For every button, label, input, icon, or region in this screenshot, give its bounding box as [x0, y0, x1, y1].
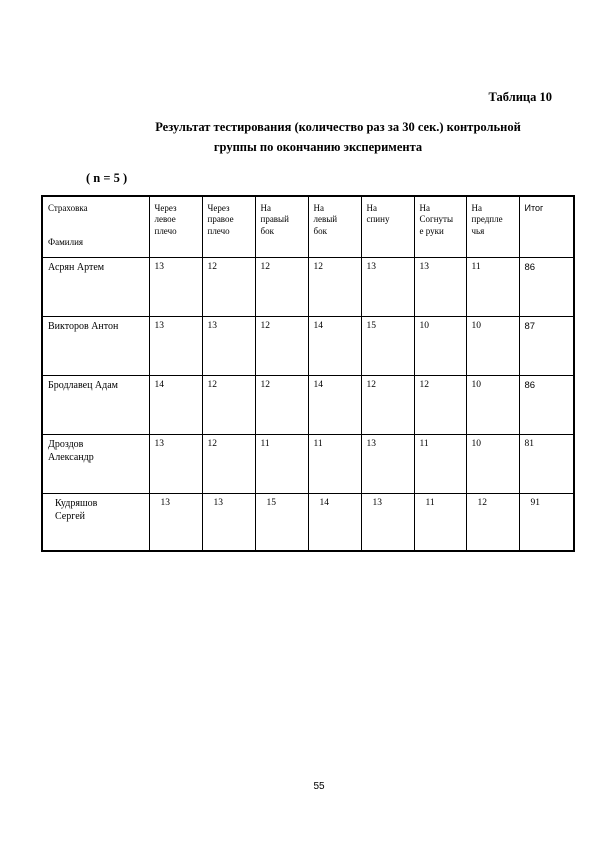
value-cell: 12	[466, 494, 519, 552]
value-cell: 13	[202, 317, 255, 376]
value-cell: 13	[414, 258, 466, 317]
header-name-cell	[42, 196, 149, 258]
page-number: 55	[313, 781, 325, 792]
value-cell: 13	[361, 435, 414, 494]
table-row	[42, 494, 574, 552]
table-title-line-1: Результат тестирования (количество раз за 30 сек.) контрольной	[155, 120, 521, 134]
table-row	[42, 376, 574, 435]
total-cell: 91	[519, 494, 574, 552]
header-name-top: Страховка	[48, 203, 88, 213]
header-col-total: Итог	[519, 196, 574, 258]
table-row	[42, 435, 574, 494]
value-cell: 14	[308, 376, 361, 435]
value-cell: 13	[149, 435, 202, 494]
value-cell: 12	[255, 258, 308, 317]
value-cell: 12	[414, 376, 466, 435]
value-cell: 10	[466, 435, 519, 494]
value-cell: 10	[414, 317, 466, 376]
value-cell: 13	[361, 258, 414, 317]
header-name-bottom: Фамилия	[48, 236, 84, 247]
value-cell: 12	[255, 376, 308, 435]
student-name-cell: Кудряшов Сергей	[42, 494, 149, 552]
header-col-6: На Согнуты е руки	[414, 196, 466, 258]
value-cell: 12	[308, 258, 361, 317]
value-cell: 14	[149, 376, 202, 435]
value-cell: 11	[414, 494, 466, 552]
value-cell: 12	[202, 435, 255, 494]
value-cell: 15	[361, 317, 414, 376]
sample-size-label: ( n = 5 )	[86, 171, 128, 185]
value-cell: 15	[255, 494, 308, 552]
table-header-row	[42, 196, 574, 258]
value-cell: 11	[414, 435, 466, 494]
value-cell: 14	[308, 494, 361, 552]
value-cell: 11	[466, 258, 519, 317]
header-col-3: На правый бок	[255, 196, 308, 258]
value-cell: 12	[255, 317, 308, 376]
student-name-cell: Асрян Артем	[42, 258, 149, 317]
table-number-label: Таблица 10	[488, 90, 552, 104]
header-col-1: Через левое плечо	[149, 196, 202, 258]
total-cell: 86	[519, 376, 574, 435]
total-cell: 87	[519, 317, 574, 376]
value-cell: 12	[202, 258, 255, 317]
value-cell: 10	[466, 376, 519, 435]
total-cell: 86	[519, 258, 574, 317]
header-col-2: Через правое плечо	[202, 196, 255, 258]
value-cell: 11	[308, 435, 361, 494]
header-col-7: На предпле чья	[466, 196, 519, 258]
value-cell: 10	[466, 317, 519, 376]
value-cell: 13	[149, 258, 202, 317]
student-name-cell: Викторов Антон	[42, 317, 149, 376]
value-cell: 13	[202, 494, 255, 552]
value-cell: 12	[202, 376, 255, 435]
table-row	[42, 317, 574, 376]
total-cell: 81	[519, 435, 574, 494]
student-name-cell: Бродлавец Адам	[42, 376, 149, 435]
results-table	[41, 195, 575, 552]
value-cell: 13	[149, 317, 202, 376]
value-cell: 13	[149, 494, 202, 552]
value-cell: 11	[255, 435, 308, 494]
value-cell: 14	[308, 317, 361, 376]
student-name-cell: Дроздов Александр	[42, 435, 149, 494]
header-col-4: На левый бок	[308, 196, 361, 258]
table-title-line-2: группы по окончанию эксперимента	[213, 140, 423, 154]
header-col-5: На спину	[361, 196, 414, 258]
table-row	[42, 258, 574, 317]
value-cell: 13	[361, 494, 414, 552]
value-cell: 12	[361, 376, 414, 435]
